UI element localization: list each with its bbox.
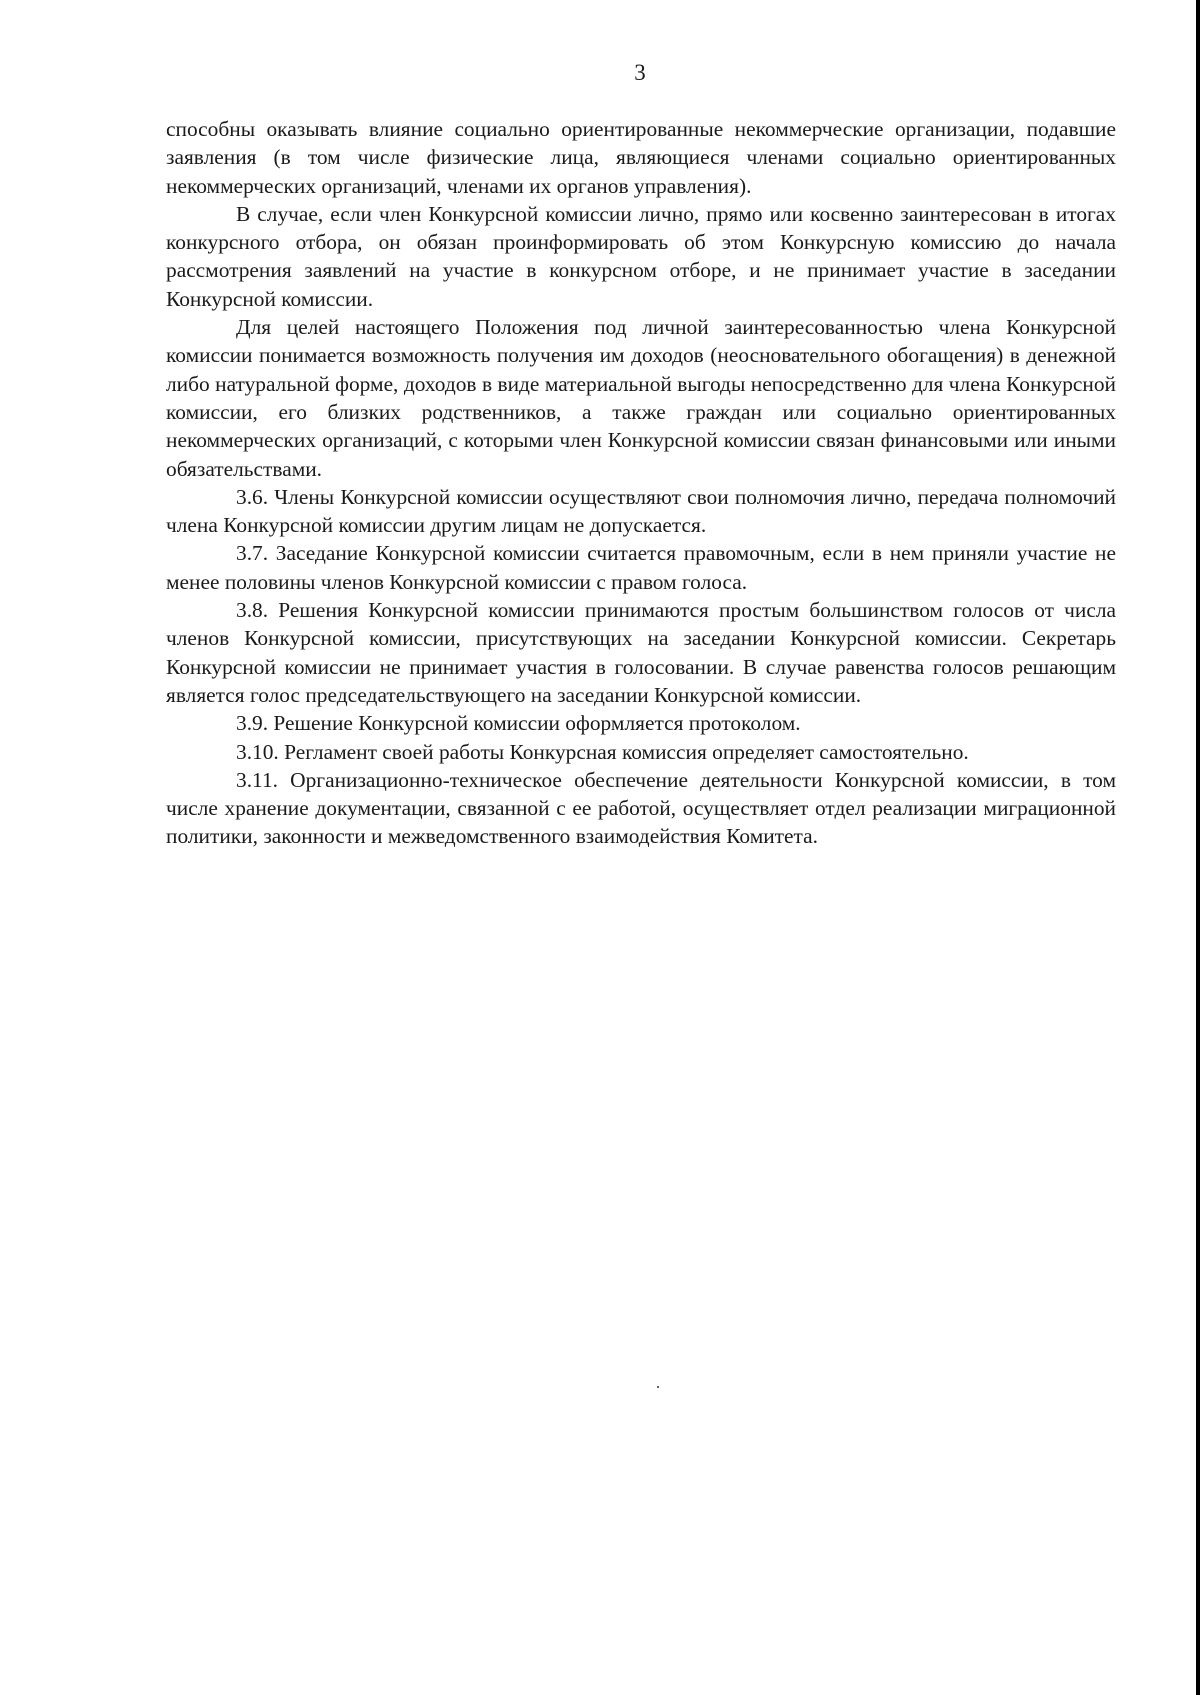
scan-edge-line xyxy=(1196,0,1200,1695)
paragraph-3-9: 3.9. Решение Конкурсной комиссии оформляется протоколом. xyxy=(236,711,801,736)
document-body xyxy=(166,115,1116,851)
paragraph-3-11: 3.11. Организационно-техническое обеспечение деятельности Конкурсной комиссии, в том числе хранение документации, связанной с ее работой, осуществляет отдел реализации миграционной политики, законности и межведомственного взаимодействия Комитета. xyxy=(166,767,1116,849)
paragraph-3-7: 3.7. Заседание Конкурсной комиссии считается правомочным, если в нем приняли участие не менее половины членов Конкурсной комиссии с правом голоса. xyxy=(166,541,1116,594)
paragraph-3-10: 3.10. Регламент своей работы Конкурсная комиссия определяет самостоятельно. xyxy=(236,739,969,764)
paragraph-personal-interest-definition: Для целей настоящего Положения под личной заинтересованностью члена Конкурсной комиссии понимается возможность получения им доходов (неосновательного обогащения) в денежной либо натуральной форме, доходов в виде материальной выгоды непосредственно для члена Конкурсной комиссии, его близких родственников, а также граждан или социально ориентированных некоммерческих организаций, с которыми член Конкурсной комиссии связан финансовыми или иными обязательствами. xyxy=(166,315,1116,481)
page-number: 3 xyxy=(634,60,646,85)
paragraph-continuation: способны оказывать влияние социально ориентированные некоммерческие организации, подавшие заявления (в том числе физические лица, являющиеся членами социально ориентированных некоммерческих организаций, членами их органов управления). xyxy=(166,117,1116,198)
paragraph-3-6: 3.6. Члены Конкурсной комиссии осуществляют свои полномочия лично, передача полномочий члена Конкурсной комиссии другим лицам не допускается. xyxy=(166,484,1116,538)
scan-speck xyxy=(657,1386,659,1388)
paragraph-conflict-of-interest: В случае, если член Конкурсной комиссии лично, прямо или косвенно заинтересован в итогах конкурсного отбора, он обязан проинформировать об этом Конкурсную комиссию до начала рассмотрения заявлений на участие в конкурсном отборе, и не принимает участие в заседании Конкурсной комиссии. xyxy=(166,201,1116,311)
paragraph-3-8: 3.8. Решения Конкурсной комиссии принимаются простым большинством голосов от числа членов Конкурсной комиссии, присутствующих на заседании Конкурсной комиссии. Секретарь Конкурсной комиссии не принимает участия в голосовании. В случае равенства голосов решающим является голос председательствующего на заседании Конкурсной комиссии. xyxy=(166,598,1116,707)
